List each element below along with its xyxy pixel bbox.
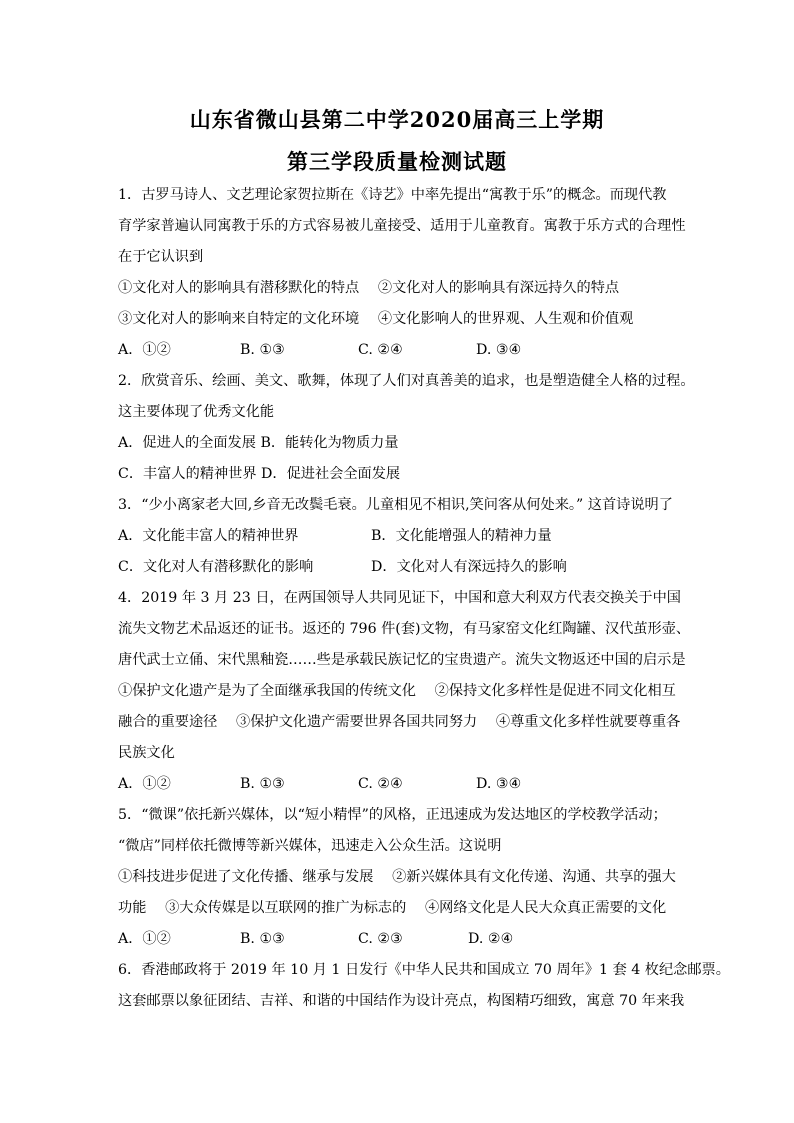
option-c: C. ②④	[358, 342, 403, 358]
question-stem-line: 育学家普遍认同寓教于乐的方式容易被儿童接受、适用于儿童教育。寓教于乐方式的合理性	[118, 218, 686, 234]
option-a: A．①②	[118, 776, 171, 792]
option-a: A．①②	[118, 342, 171, 358]
answer-options	[118, 769, 684, 800]
option-b: B. ①③	[240, 342, 285, 358]
statement-line: ①科技进步促进了文化传播、继承与发展 ②新兴媒体具有文化传递、沟通、共享的强大	[118, 869, 676, 885]
question-4	[118, 583, 691, 800]
option-c: C. ②③	[358, 931, 403, 947]
question-6	[118, 955, 730, 1017]
answer-options	[118, 552, 684, 583]
option-c: C．文化对人有潜移默化的影响	[118, 559, 314, 575]
option-d: D. ③④	[476, 342, 522, 358]
question-stem-line: 5．“微课”依托新兴媒体，以“短小精悍”的风格，正迅速成为发达地区的学校教学活动；	[118, 807, 667, 823]
option-d: D．文化对人有深远持久的影响	[371, 559, 567, 575]
statement-line: 融合的重要途径 ③保护文化遗产需要世界各国共同努力 ④尊重文化多样性就要尊重各	[118, 714, 681, 730]
question-1	[118, 180, 684, 366]
option-d: D. ③④	[476, 776, 522, 792]
question-stem-line: 3．“少小离家老大回,乡音无改鬓毛衰。儿童相见不相识,笑问客从何处来。” 这首诗说明了	[118, 497, 673, 513]
question-stem-line: 2．欣赏音乐、绘画、美文、歌舞，体现了人们对真善美的追求，也是塑造健全人格的过程。	[118, 373, 695, 389]
statement-line: 功能 ③大众传媒是以互联网的推广为标志的 ④网络文化是人民大众真正需要的文化	[118, 900, 667, 916]
question-stem-line: 这主要体现了优秀文化能	[118, 404, 275, 420]
answer-option-line: A．促进人的全面发展 B．能转化为物质力量	[118, 435, 399, 451]
question-5	[118, 800, 684, 955]
option-b: B. ①③	[240, 931, 285, 947]
option-b: B．文化能增强人的精神力量	[371, 528, 552, 544]
statement-line: ①保护文化遗产是为了全面继承我国的传统文化 ②保持文化多样性是促进不同文化相互	[118, 683, 676, 699]
question-3	[118, 490, 684, 583]
question-stem-line: 流失文物艺术品返还的证书。返还的 796 件(套)文物，有马家窑文化红陶罐、汉代茧形壶、	[118, 621, 691, 637]
exam-subtitle: 第三学段质量检测试题	[287, 149, 507, 174]
answer-options	[118, 924, 684, 955]
question-stem-line: 在于它认识到	[118, 249, 204, 265]
question-stem-line: 4．2019 年 3 月 23 日，在两国领导人共同见证下，中国和意大利双方代表交换关于中国	[118, 590, 681, 606]
answer-option-line: C．丰富人的精神世界 D．促进社会全面发展	[118, 466, 401, 482]
question-2	[118, 366, 695, 490]
option-c: C. ②④	[358, 776, 403, 792]
question-stem-line: “微店”同样依托微博等新兴媒体，迅速走入公众生活。这说明	[118, 838, 502, 854]
question-stem-line: 唐代武士立俑、宋代黑釉瓷……些是承载民族记忆的宝贵遗产。流失文物返还中国的启示是	[118, 652, 686, 668]
answer-options	[118, 335, 684, 366]
option-b: B. ①③	[240, 776, 285, 792]
question-stem-line: 6．香港邮政将于 2019 年 10 月 1 日发行《中华人民共和国成立 70 周年》1 套 4 枚纪念邮票。	[118, 962, 730, 978]
question-stem-line: 1．古罗马诗人、文艺理论家贺拉斯在《诗艺》中率先提出“寓教于乐”的概念。而现代教	[118, 187, 667, 203]
statement-line: ③文化对人的影响来自特定的文化环境 ④文化影响人的世界观、人生观和价值观	[118, 311, 634, 327]
statement-line: 民族文化	[118, 745, 175, 761]
statement-line: ①文化对人的影响具有潜移默化的特点 ②文化对人的影响具有深远持久的特点	[118, 280, 620, 296]
exam-content	[118, 180, 730, 1017]
option-a: A．①②	[118, 931, 171, 947]
question-stem-line: 这套邮票以象征团结、吉祥、和谐的中国结作为设计亮点，构图精巧细致，寓意 70 年来我	[118, 993, 685, 1009]
option-d: D. ②④	[468, 931, 514, 947]
exam-title: 山东省微山县第二中学2020届高三上学期	[189, 107, 605, 132]
answer-options	[118, 521, 684, 552]
option-a: A．文化能丰富人的精神世界	[118, 528, 299, 544]
